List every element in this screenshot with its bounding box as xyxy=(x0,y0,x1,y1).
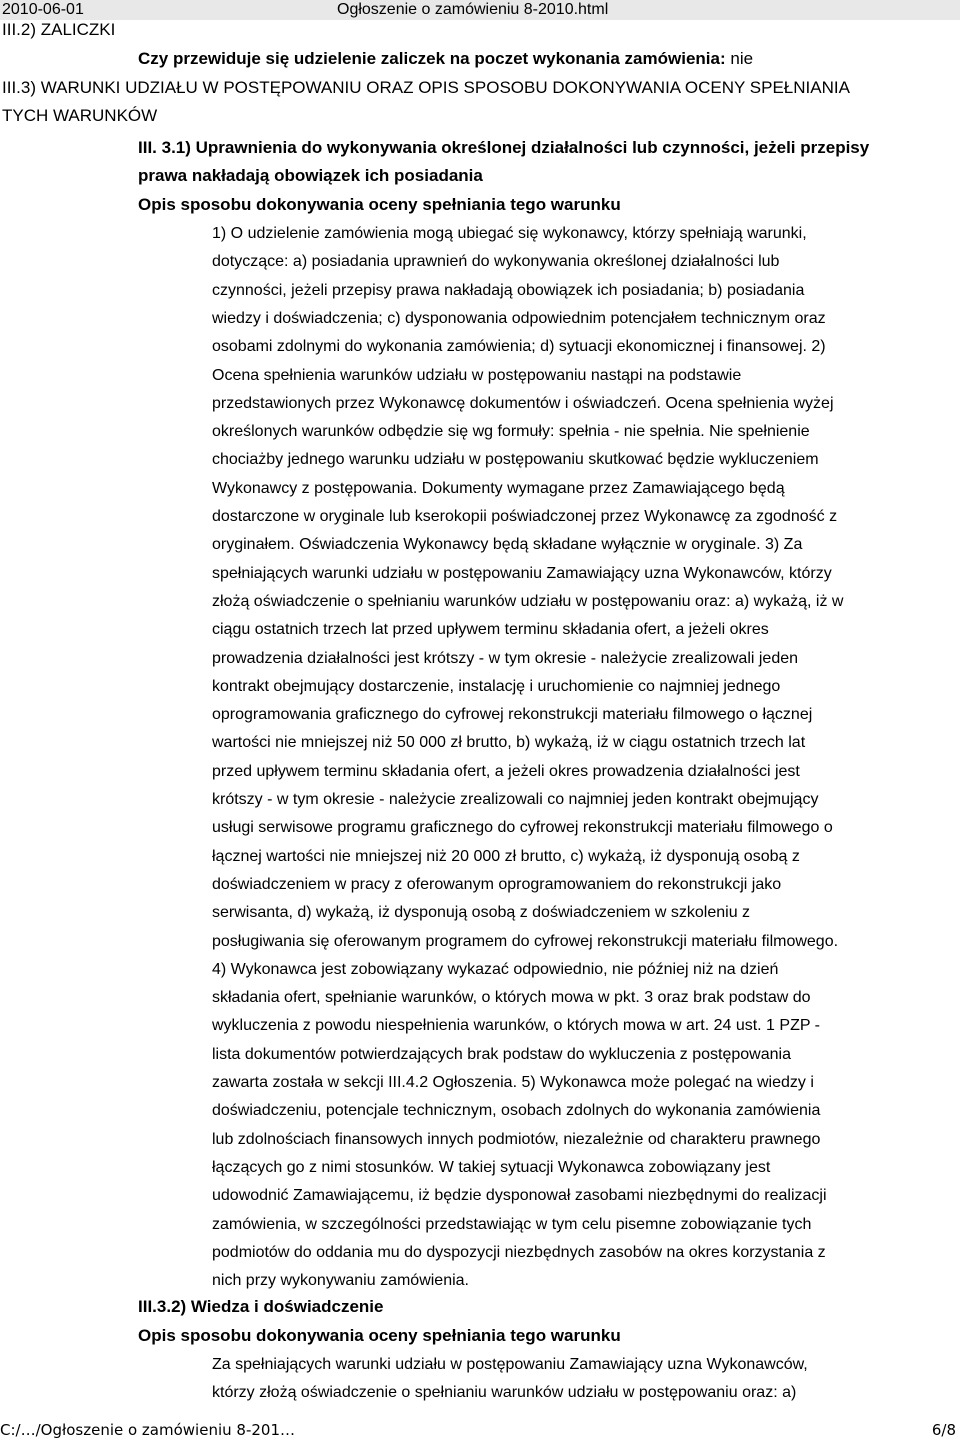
paragraph-line: złożą oświadczenie o spełnianiu warunków udziału w postępowaniu oraz: a) wykażą, iż w xyxy=(212,592,844,610)
paragraph-line: lub zdolnościach finansowych innych podmiotów, niezależnie od charakteru prawnego xyxy=(212,1130,821,1148)
advance-payment-question: Czy przewiduje się udzielenie zaliczek na poczet wykonania zamówienia: xyxy=(138,49,726,68)
paragraph-line: prowadzenia działalności jest krótszy - w tym okresie - należycie zrealizowali jeden xyxy=(212,649,799,667)
paragraph-line: zawarta została w sekcji III.4.2 Ogłoszenia. 5) Wykonawca może polegać na wiedzy i xyxy=(212,1074,814,1091)
print-header xyxy=(0,0,960,20)
paragraph-line: łączących go z nimi stosunków. W takiej sytuacji Wykonawca zobowiązany jest xyxy=(212,1158,771,1176)
page-number: 6/8 xyxy=(931,1421,956,1439)
subsection-3-3-2-heading: III.3.2) Wiedza i doświadczenie xyxy=(138,1297,384,1316)
paragraph-line: łącznej wartości nie mniejszej niż 20 000 zł brutto, c) wykażą, iż dysponują osobą z xyxy=(212,847,800,865)
subsection-3-3-1-heading-line1: III. 3.1) Uprawnienia do wykonywania określonej działalności lub czynności, jeżeli przepisy xyxy=(138,138,870,157)
paragraph-line: lista dokumentów potwierdzających brak podstaw do wykluczenia z postępowania xyxy=(212,1045,791,1063)
paragraph-line: osobami zdolnymi do wykonania zamówienia; d) sytuacji ekonomicznej i finansowej. 2) xyxy=(212,338,826,356)
section-3-3-heading-line2: TYCH WARUNKÓW xyxy=(2,106,158,125)
section-3-2-heading: III.2) ZALICZKI xyxy=(2,20,116,39)
print-footer xyxy=(0,1419,960,1441)
advance-payment-answer: nie xyxy=(730,49,754,68)
paragraph-line: spełniających warunki udziału w postępowaniu Zamawiający uzna Wykonawców, którzy xyxy=(212,564,832,582)
paragraph-line: usługi serwisowe programu graficznego do cyfrowej rekonstrukcji materiału filmowego o xyxy=(212,819,833,837)
subsection-3-3-1-heading-line2: prawa nakładają obowiązek ich posiadania xyxy=(138,166,483,185)
paragraph-line: czynności, jeżeli przepisy prawa nakładają obowiązek ich posiadania; b) posiadania xyxy=(212,281,805,299)
paragraph-line: składania ofert, spełnianie warunków, o których mowa w pkt. 3 oraz brak podstaw do xyxy=(212,989,811,1007)
paragraph-line: wartości nie mniejszej niż 50 000 zł brutto, b) wykażą, iż w ciągu ostatnich trzech lat xyxy=(212,734,806,752)
paragraph-line: podmiotów do oddania mu do dyspozycji niezbędnych zasobów na okres korzystania z xyxy=(212,1243,826,1261)
paragraph-line: dostarczone w oryginale lub kserokopii poświadczonej przez Wykonawcę za zgodność z xyxy=(212,508,838,525)
paragraph-line: Ocena spełnienia warunków udziału w postępowaniu nastąpi na podstawie xyxy=(212,366,742,384)
paragraph-line: kontrakt obejmujący dostarczenie, instalację i uruchomienie co najmniej jednego xyxy=(212,677,781,695)
subsection-3-3-1-opis-label: Opis sposobu dokonywania oceny spełniania tego warunku xyxy=(138,195,621,214)
advance-payment-row xyxy=(138,49,753,69)
print-doc-title: Ogłoszenie o zamówieniu 8-2010.html xyxy=(337,1,609,18)
paragraph-line: określonych warunków odbędzie się wg formuły: spełnia - nie spełnia. Nie spełnienie xyxy=(212,423,810,441)
paragraph-line: wiedzy i doświadczenia; c) dysponowania odpowiednim potencjałem technicznym oraz xyxy=(212,309,826,327)
paragraph-line: przedstawionych przez Wykonawcę dokumentów i oświadczeń. Ocena spełnienia wyżej xyxy=(212,394,834,412)
paragraph-line: zamówienia, w szczególności przedstawiając w tym celu pisemne zobowiązanie tych xyxy=(212,1215,812,1233)
paragraph-line: Za spełniających warunki udziału w postępowaniu Zamawiający uzna Wykonawców, xyxy=(212,1356,808,1373)
paragraph-line: doświadczeniu, potencjale technicznym, osobach zdolnych do wykonania zamówienia xyxy=(212,1102,821,1120)
section-3-3-heading-line1: III.3) WARUNKI UDZIAŁU W POSTĘPOWANIU ORAZ OPIS SPOSOBU DOKONYWANIA OCENY SPEŁNIANIA xyxy=(2,78,850,97)
paragraph-line: krótszy - w tym okresie - należycie zrealizowali co najmniej jeden kontrakt obejmujący xyxy=(212,791,819,808)
paragraph-line: doświadczeniem w pracy z oferowanym oprogramowaniem do rekonstrukcji jako xyxy=(212,875,782,893)
paragraph-line: udowodnić Zamawiającemu, iż będzie dysponował zasobami niezbędnymi do realizacji xyxy=(212,1187,827,1205)
paragraph-line: wykluczenia z powodu niespełnienia warunków, o których mowa w art. 24 ust. 1 PZP - xyxy=(212,1017,820,1035)
paragraph-line: którzy złożą oświadczenie o spełnianiu warunków udziału w postępowaniu oraz: a) xyxy=(212,1384,797,1402)
print-date: 2010-06-01 xyxy=(2,1,84,18)
paragraph-line: chociażby jednego warunku udziału w postępowaniu skutkować będzie wykluczeniem xyxy=(212,451,819,469)
paragraph-line: Wykonawcy z postępowania. Dokumenty wymagane przez Zamawiającego będą xyxy=(212,479,785,497)
paragraph-line: dotyczące: a) posiadania uprawnień do wykonywania określonej działalności lub xyxy=(212,253,780,271)
paragraph-line: oprogramowania graficznego do cyfrowej rekonstrukcji materiału filmowego o łącznej xyxy=(212,706,813,724)
paragraph-line: przed upływem terminu składania ofert, a jeżeli okres prowadzenia działalności jest xyxy=(212,762,800,780)
paragraph-line: serwisanta, d) wykażą, iż dysponują osobą z doświadczeniem w szkoleniu z xyxy=(212,904,751,922)
paragraph-line: 4) Wykonawca jest zobowiązany wykazać odpowiednio, nie później niż na dzień xyxy=(212,960,779,978)
subsection-3-3-2-opis-label: Opis sposobu dokonywania oceny spełniania tego warunku xyxy=(138,1326,621,1345)
paragraph-line: oryginałem. Oświadczenia Wykonawcy będą składane wyłącznie w oryginale. 3) Za xyxy=(212,536,803,554)
paragraph-line: ciągu ostatnich trzech lat przed upływem terminu składania ofert, a jeżeli okres xyxy=(212,621,769,639)
paragraph-line: posługiwania się oferowanym programem do cyfrowej rekonstrukcji materiału filmowego. xyxy=(212,932,839,950)
paragraph-line: 1) O udzielenie zamówienia mogą ubiegać się wykonawcy, którzy spełniają warunki, xyxy=(212,225,807,242)
paragraph-line: nich przy wykonywaniu zamówienia. xyxy=(212,1272,469,1290)
print-file-path: C:/…/Ogłoszenie o zamówieniu 8-201… xyxy=(0,1421,295,1439)
